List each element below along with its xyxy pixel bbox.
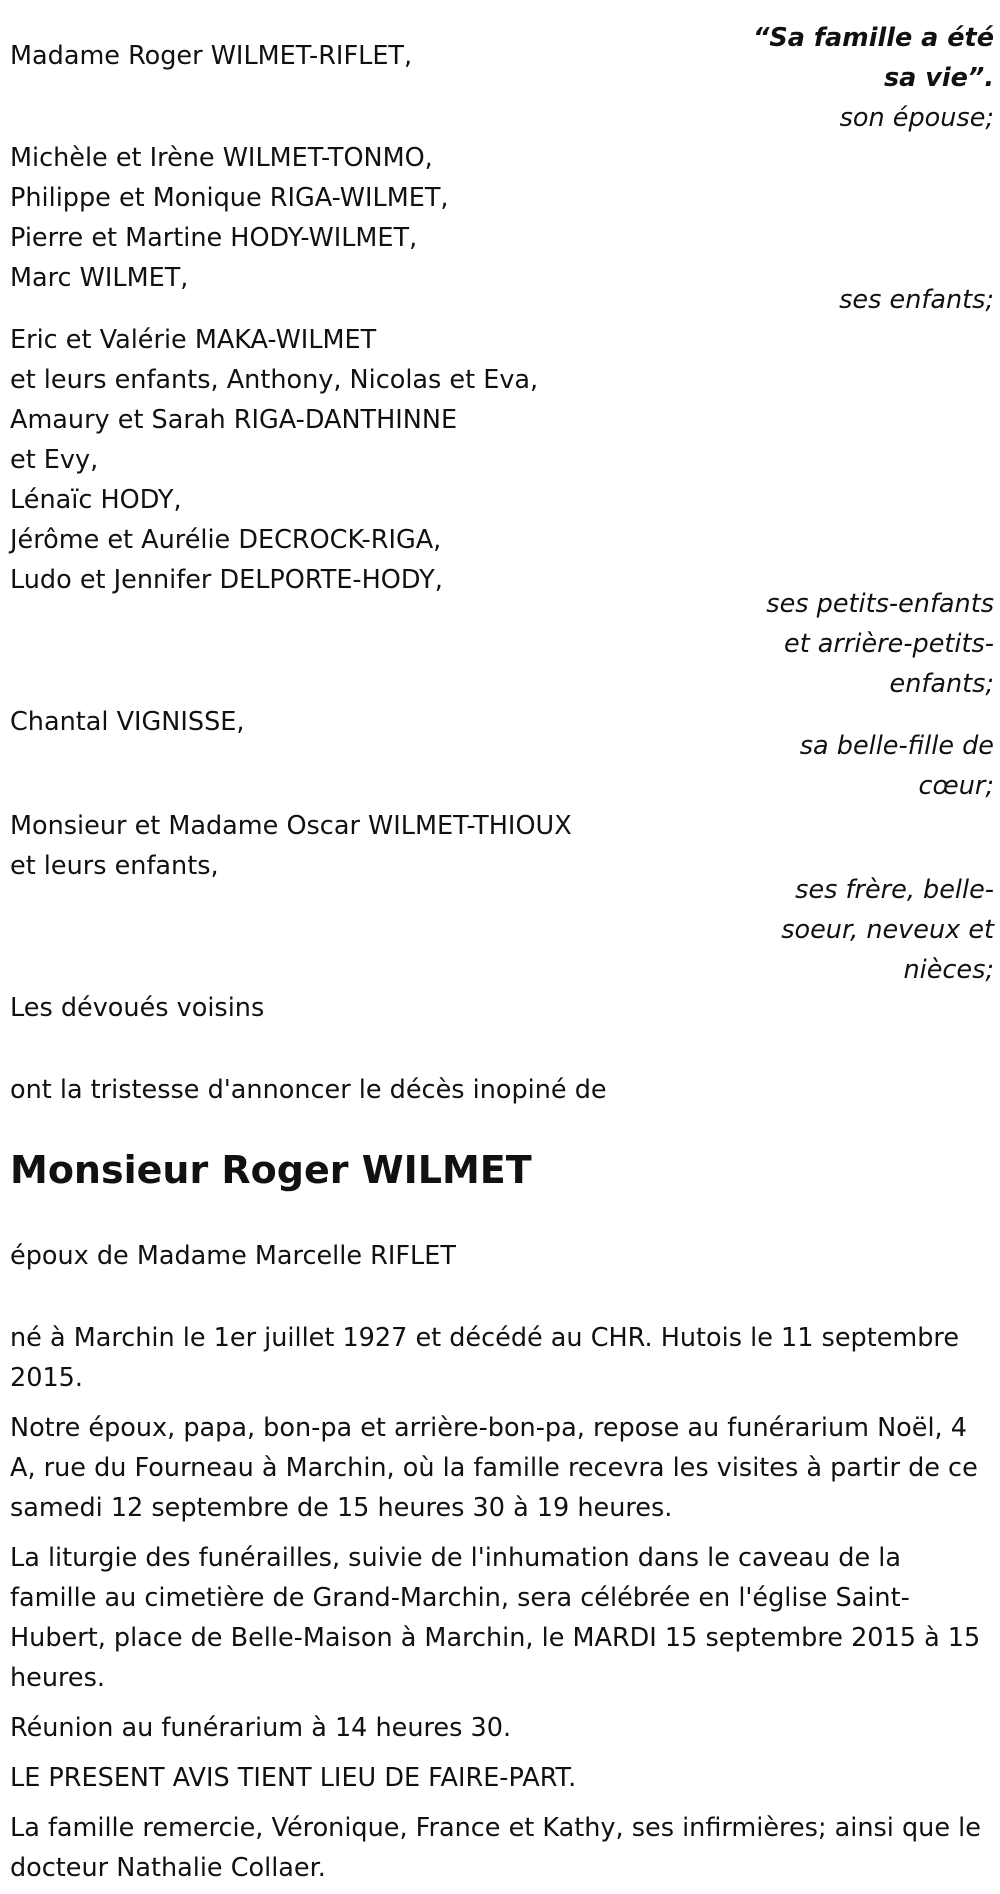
family-line: Philippe et Monique RIGA-WILMET, xyxy=(10,183,449,213)
relation-line: et arrière-petits- xyxy=(784,629,994,659)
relation-line: ses frère, belle- xyxy=(795,875,994,905)
relation-line: cœur; xyxy=(918,771,994,801)
quote-line: sa vie”. xyxy=(883,63,994,93)
relation-line: ses enfants; xyxy=(839,285,994,315)
family-line: Monsieur et Madame Oscar WILMET-THIOUX xyxy=(10,811,572,841)
family-line: Chantal VIGNISSE, xyxy=(10,707,245,737)
family-line: et Evy, xyxy=(10,445,99,475)
thanks-paragraph: La famille remercie, Véronique, France et Kathy, ses infirmières; ainsi que le docteur Nathalie Collaer. xyxy=(10,1813,981,1883)
announcement-text: ont la tristesse d'annoncer le décès inopiné de xyxy=(10,1075,607,1105)
notice-paragraph: LE PRESENT AVIS TIENT LIEU DE FAIRE-PART. xyxy=(10,1763,577,1793)
relation-line: ses petits-enfants xyxy=(766,589,994,619)
relation-line: nièces; xyxy=(903,955,994,985)
relation-line: soeur, neveux et xyxy=(781,915,994,945)
family-line: Michèle et Irène WILMET-TONMO, xyxy=(10,143,433,173)
relation-line: sa belle-fille de xyxy=(799,731,994,761)
family-line: Ludo et Jennifer DELPORTE-HODY, xyxy=(10,565,443,595)
family-line: Madame Roger WILMET-RIFLET, xyxy=(10,41,413,71)
birth-death-paragraph: né à Marchin le 1er juillet 1927 et décédé au CHR. Hutois le 11 septembre 2015. xyxy=(10,1323,960,1393)
spouse-line: époux de Madame Marcelle RIFLET xyxy=(10,1241,456,1271)
funerarium-paragraph: Notre époux, papa, bon-pa et arrière-bon-pa, repose au funérarium Noël, 4 A, rue du Fourneau à Marchin, où la famille recevra les visites à partir de ce samedi 12 septembre de 15 heures 30 à 19 heures. xyxy=(10,1413,978,1523)
family-line: Marc WILMET, xyxy=(10,263,189,293)
meeting-paragraph: Réunion au funérarium à 14 heures 30. xyxy=(10,1713,512,1743)
family-line: Amaury et Sarah RIGA-DANTHINNE xyxy=(10,405,458,435)
relation-line: enfants; xyxy=(889,669,994,699)
liturgy-paragraph: La liturgie des funérailles, suivie de l'inhumation dans le caveau de la famille au cimetière de Grand-Marchin, sera célébrée en l'église Saint-Hubert, place de Belle-Maison à Marchin, le MARDI 15 septembre 2015 à 15 heures. xyxy=(10,1543,981,1693)
family-line: Eric et Valérie MAKA-WILMET xyxy=(10,325,377,355)
family-line: Lénaïc HODY, xyxy=(10,485,182,515)
deceased-name: Monsieur Roger WILMET xyxy=(10,1148,532,1192)
family-line: et leurs enfants, xyxy=(10,851,219,881)
relation-line: son épouse; xyxy=(839,103,994,133)
family-line: Pierre et Martine HODY-WILMET, xyxy=(10,223,418,253)
family-line: Les dévoués voisins xyxy=(10,993,265,1023)
family-line: et leurs enfants, Anthony, Nicolas et Eva, xyxy=(10,365,539,395)
family-line: Jérôme et Aurélie DECROCK-RIGA, xyxy=(10,525,442,555)
quote-line: “Sa famille a été xyxy=(752,23,994,53)
